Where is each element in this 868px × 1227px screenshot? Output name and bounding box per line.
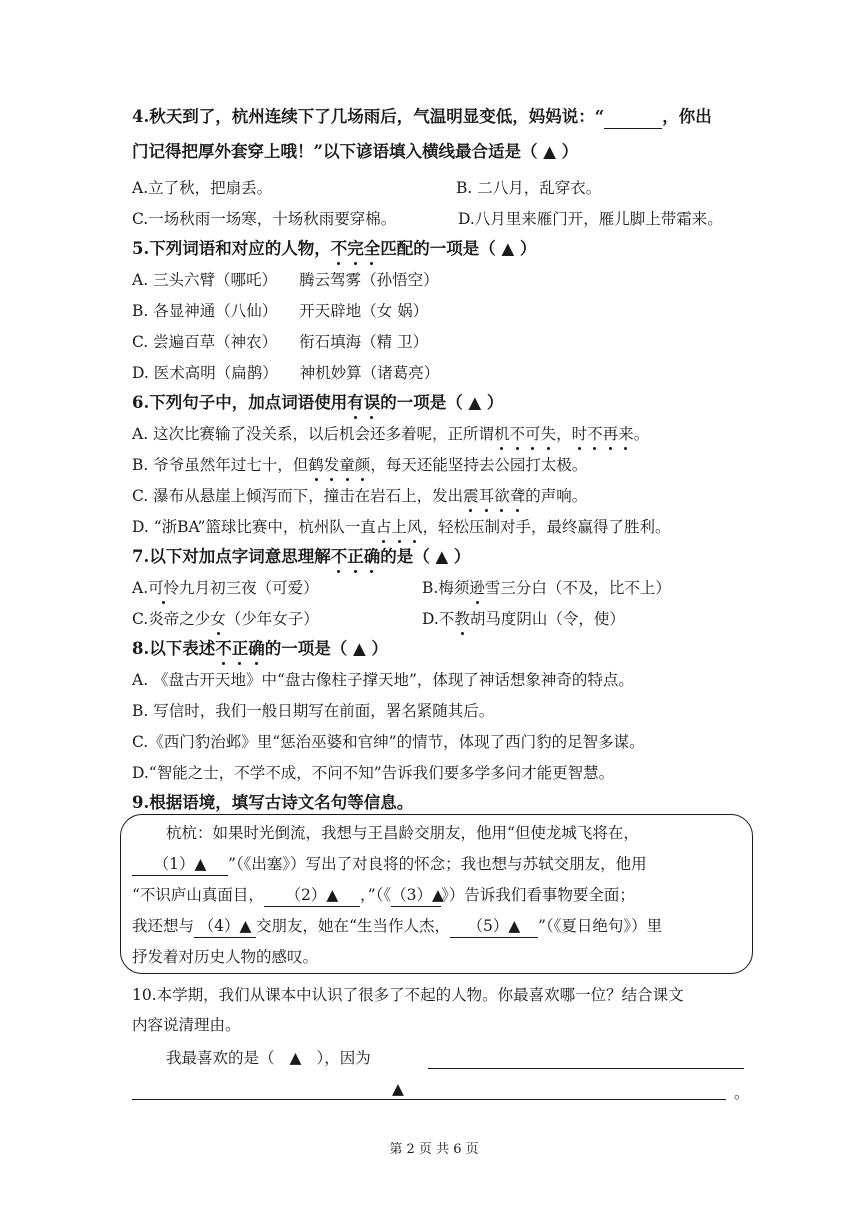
q6-option-a-dotted: 不 (587, 425, 603, 443)
q6-stem-text-end: 的一项是（ ▲ ） (380, 393, 504, 412)
q4-stem-line1 (132, 106, 712, 129)
q5-option-d-second: 神机妙算（诸葛亮） (299, 364, 440, 382)
q6-option-a-text: A. 这次比赛输了没关系，以后机会还多着呢，正所谓 (132, 425, 495, 443)
q10-answer-end: 。 (734, 1084, 750, 1102)
q6-option-c-dotted: 欲 (494, 487, 510, 505)
q9-blank-2[interactable]: （2）▲ (264, 884, 360, 907)
q4-option-b: B. 二八月，乱穿衣。 (456, 179, 602, 197)
q8-dotted-char: 不 (215, 639, 232, 658)
q9-line4-end: ”（《夏日绝句》）里 (537, 917, 663, 935)
q6-option-a-dotted: 机 (494, 425, 510, 443)
q5-stem-text: 5.下列词语和对应的人物， (132, 239, 331, 258)
q6-option-d-dotted: 占 (375, 518, 392, 536)
q10-stem-line2: 内容说清理由。 (132, 1016, 241, 1034)
q7-stem (132, 546, 470, 568)
q5-dotted-char: 不 (330, 239, 348, 258)
q7-dotted-char: 不 (330, 547, 348, 566)
q10-answer-text: 我最喜欢的是（ (166, 1049, 275, 1067)
q6-option-a-dotted: 来 (618, 425, 634, 443)
q6-option-d-text: D. “浙BA”篮球比赛中，杭州队一直 (132, 518, 376, 536)
q9-blank-5[interactable]: （5）▲ (450, 915, 538, 938)
q7-option-a-label: A. (132, 579, 149, 597)
q6-option-b-end: ，每天还能坚持去公园打太极。 (370, 456, 588, 474)
q10-answer-blank[interactable]: ▲ (289, 1049, 302, 1067)
page-number: 第 2 页 共 6 页 (389, 1142, 479, 1157)
q8-dotted-char: 正 (231, 639, 249, 658)
q5-option-c (132, 331, 428, 353)
q9-line3-text: “不识庐山真面目， (132, 886, 264, 904)
q7-option-b-label: B.梅须 (422, 579, 470, 597)
q8-option-b: B. 写信时，我们一般日期写在前面，署名紧随其后。 (132, 702, 495, 720)
q6-option-d-dotted: 风 (406, 518, 423, 536)
q6-option-c-dotted: 震 (463, 487, 479, 505)
q4-option-d: D.八月里来雁门开，雁儿脚上带霜来。 (458, 210, 723, 228)
q4-blank (604, 106, 662, 129)
q9-line1: 杭杭：如果时光倒流，我想与王昌龄交朋友，他用“但使龙城飞将在， (166, 824, 639, 842)
q5-stem-text-end: 匹配的一项是（ ▲ ） (380, 239, 537, 258)
q9-line3-end: 》）告诉我们看事物要全面； (441, 886, 635, 904)
q7-option-d (422, 608, 625, 630)
q10-answer-rule-1[interactable] (428, 1068, 744, 1069)
q7-dotted-char: 确 (363, 547, 381, 566)
q7-option-a-text: 九月初三夜（可爱） (179, 579, 319, 597)
q4-option-a: A.立了秋，把扇丢。 (132, 179, 273, 197)
q6-option-a-dotted: 时 (571, 425, 588, 443)
q9-line2 (132, 853, 647, 876)
q9-line4 (132, 915, 662, 938)
q6-option-b-dotted: 颜 (354, 456, 371, 474)
q9-blank-1[interactable]: （1）▲ (132, 853, 228, 876)
q8-stem (132, 638, 388, 660)
q9-line3 (132, 884, 635, 907)
q6-option-b-dotted: 童 (339, 456, 355, 474)
q6-option-c-end: 的声响。 (525, 487, 588, 505)
q6-option-a-dotted: 再 (602, 425, 619, 443)
q8-option-d: D.“智能之士，不学不成，不问不知”告诉我们要多学多问才能更智慧。 (132, 764, 615, 782)
q5-option-d-first: D. 医术高明（扁鹊） (132, 364, 278, 382)
q10-answer-line1 (166, 1047, 371, 1069)
q10-answer-rule-2[interactable] (132, 1099, 726, 1100)
q9-blank-3[interactable]: （3）▲ (391, 884, 441, 907)
q6-stem (132, 392, 503, 414)
q4-stem-text-end: ，你出 (662, 107, 712, 126)
q7-option-c (132, 608, 319, 630)
q5-stem (132, 238, 536, 260)
q7-option-d-label: D.不 (422, 610, 455, 628)
q7-option-d-dotted: 教 (454, 610, 470, 628)
q7-option-c-dotted: 女 (210, 610, 226, 628)
q6-option-c-dotted: 聋 (509, 487, 526, 505)
q7-option-b-dotted: 逊 (469, 579, 485, 597)
q9-line2-text: ”（《出塞》）写出了对良将的怀念；我也想与苏轼交朋友，他用 (228, 855, 647, 873)
q6-option-a-end: 。 (633, 425, 650, 443)
q6-option-a-comma: ， (556, 425, 572, 443)
q5-option-d (132, 362, 439, 384)
q7-option-c-text: （少年女子） (225, 610, 319, 628)
q6-option-b-dotted: 发 (323, 456, 340, 474)
q7-option-c-label: C.炎帝之少 (132, 610, 211, 628)
q6-option-a (132, 423, 649, 445)
q6-option-c (132, 485, 587, 507)
q6-dotted-char: 误 (363, 393, 381, 412)
q4-stem-line2: 门记得把厚外套穿上哦！”以下谚语填入横线最合适是（ ▲ ） (132, 142, 579, 161)
q10-stem-line1: 10.本学期，我们从课本中认识了很多了不起的人物。你最喜欢哪一位？结合课文 (132, 986, 684, 1004)
q10-answer-text-mid: ），因为 (316, 1049, 371, 1067)
q8-option-a: A. 《盘古开天地》中“盘古像柱子撑天地”，体现了神话想象神奇的特点。 (132, 671, 634, 689)
q7-option-a-dotted: 可怜 (148, 579, 180, 597)
q10-answer-mark: ▲ (392, 1080, 404, 1098)
q7-option-b-text: 雪三分白（不及，比不上） (484, 579, 671, 597)
q6-option-b-text: B. 爷爷虽然年过七十，但 (132, 456, 309, 474)
q9-line3-mid: ，”（《 (359, 886, 392, 904)
q6-option-d-end: ，轻松压制对手，最终赢得了胜利。 (422, 518, 671, 536)
q7-option-a (132, 577, 319, 599)
q4-option-c: C.一场秋雨一场寒，十场秋雨要穿棉。 (132, 210, 397, 228)
q7-stem-text-end: 的是（ ▲ ） (380, 547, 471, 566)
q5-option-a (132, 269, 439, 291)
q5-option-a-second: 腾云驾雾（孙悟空） (299, 271, 439, 289)
q8-dotted-char: 确 (248, 639, 265, 658)
q7-option-d-text: 胡马度阴山（令，使） (469, 610, 625, 628)
q9-blank-4[interactable]: （4）▲ (194, 915, 256, 938)
q7-option-b (422, 577, 671, 599)
q6-dotted-char: 有 (347, 393, 364, 412)
q6-option-c-dotted: 耳 (478, 487, 495, 505)
q5-dotted-char: 完 (347, 239, 364, 258)
q6-option-b (132, 454, 587, 476)
q5-option-c-second: 衔石填海（精 卫） (299, 333, 429, 351)
q8-stem-text: 8.以下表述 (132, 639, 216, 658)
q5-dotted-char: 全 (363, 239, 381, 258)
q5-option-b-first: B. 各显神通（八仙） (132, 302, 278, 320)
q5-option-a-first: A. 三头六臂（哪吒） (132, 271, 278, 289)
q4-stem-text: 4.秋天到了，杭州连续下了几场雨后，气温明显变低，妈妈说：“ (132, 107, 605, 126)
q6-stem-text: 6.下列句子中，加点词语使用 (132, 393, 348, 412)
q9-line4-mid: 交朋友，她在“生当作人杰， (256, 917, 450, 935)
q9-line4-text: 我还想与 (132, 917, 195, 935)
q9-line5: 抒发着对历史人物的感叹。 (132, 948, 319, 966)
q6-option-d (132, 516, 670, 538)
q7-stem-text: 7.以下对加点字词意思理解 (132, 547, 331, 566)
q5-option-b-second: 开天辟地（女 娲） (299, 302, 429, 320)
q6-option-d-dotted: 上 (391, 518, 407, 536)
q7-dotted-char: 正 (347, 547, 364, 566)
q6-option-a-dotted: 不 (509, 425, 526, 443)
q5-option-c-first: C. 尝遍百草（神农） (132, 333, 278, 351)
q6-option-b-dotted: 鹤 (308, 456, 324, 474)
q8-option-c: C.《西门豹治邺》里“惩治巫婆和官绅”的情节，体现了西门豹的足智多谋。 (132, 733, 645, 751)
q6-option-a-dotted: 失 (540, 425, 557, 443)
q6-option-a-dotted: 可 (525, 425, 541, 443)
q8-stem-text-end: 的一项是（ ▲ ） (264, 639, 388, 658)
q9-stem: 9.根据语境，填写古诗文名句等信息。 (132, 793, 414, 812)
q5-option-b (132, 300, 428, 322)
q6-option-c-text: C. 瀑布从悬崖上倾泻而下，撞击在岩石上，发出 (132, 487, 464, 505)
